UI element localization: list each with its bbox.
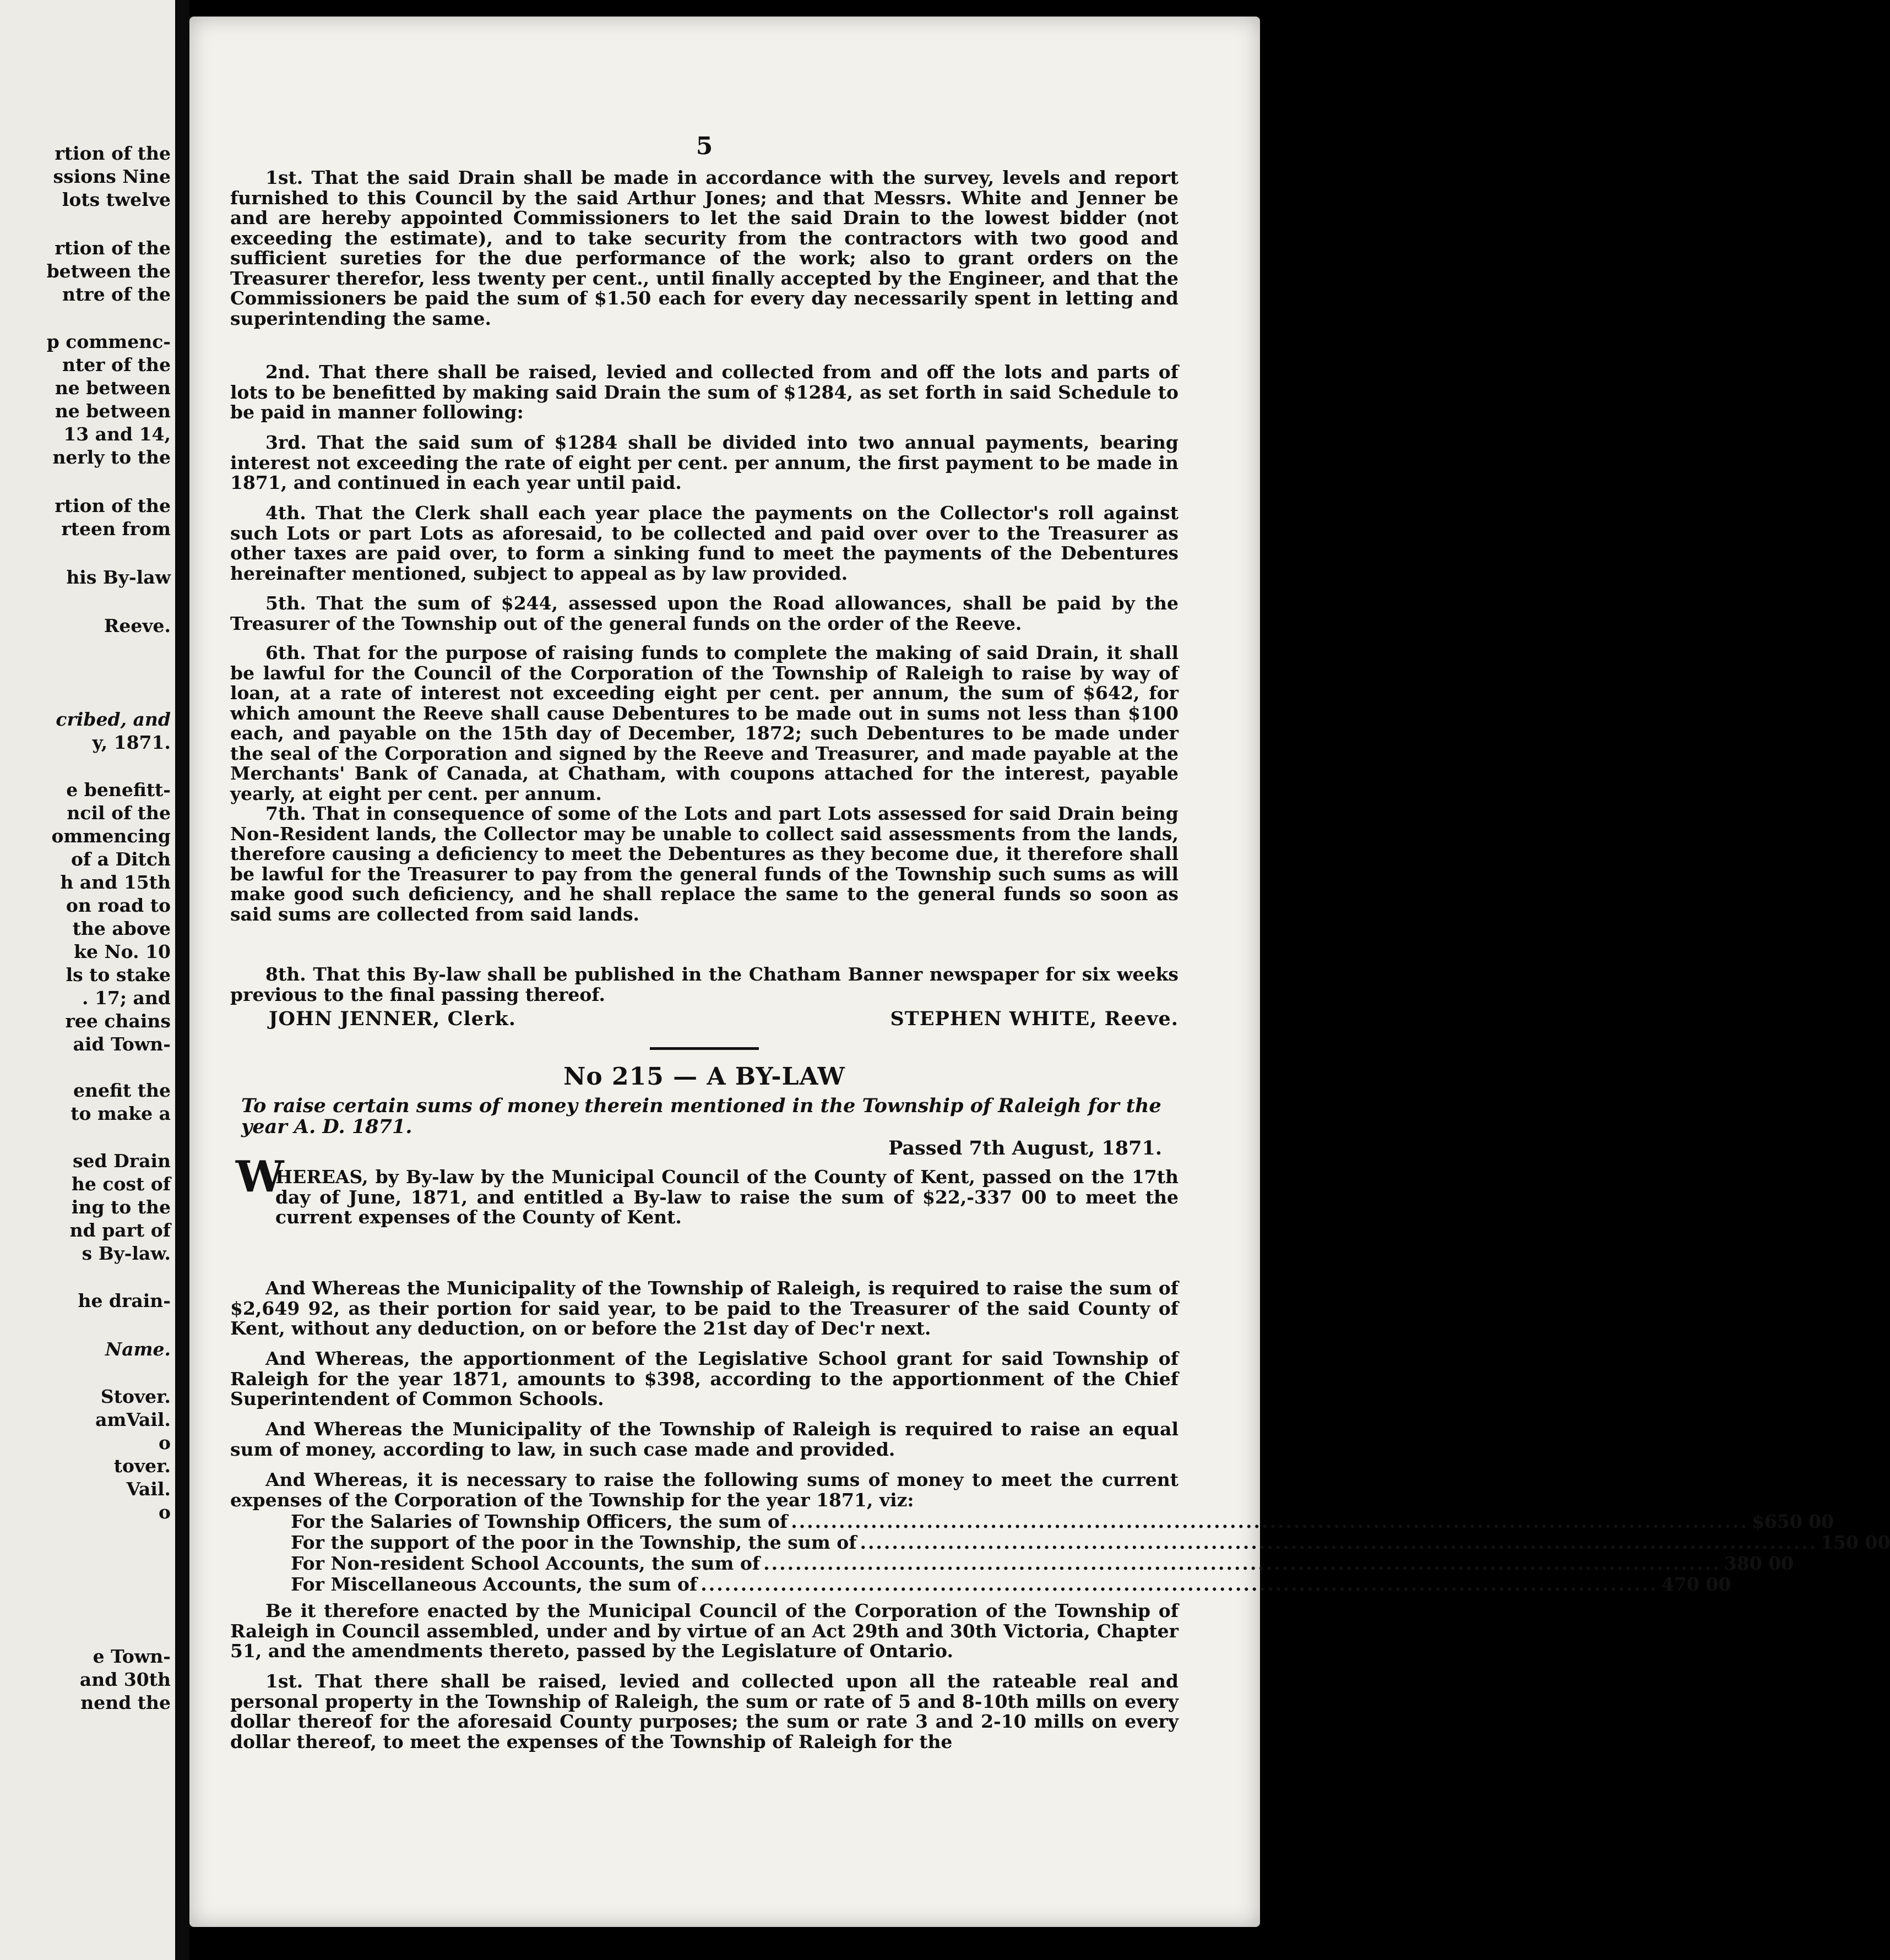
left-fragment-line: amVail.	[95, 1409, 171, 1430]
left-fragment-line: ncil of the	[67, 802, 171, 824]
bylaw-clause: 8th. That this By-law shall be published in the Chatham Banner newspaper for six weeks previous to the final passing thereof.	[230, 963, 1178, 1005]
left-fragment-line: rteen from	[61, 518, 171, 540]
left-fragment-line: the above	[72, 918, 171, 939]
left-fragment-line: ree chains	[65, 1010, 171, 1032]
left-fragment-line: sed Drain	[72, 1150, 171, 1172]
adjacent-page-fragment	[0, 0, 175, 1960]
expense-row	[291, 1532, 1890, 1553]
left-fragment-line: his By-law	[66, 567, 171, 588]
bylaw-clause: 5th. That the sum of $244, assessed upon the Road allowances, shall be paid by the Treasurer of the Township out of the general funds on the order of the Reeve.	[230, 592, 1178, 634]
left-fragment-line: s By-law.	[82, 1243, 171, 1264]
left-fragment-line: of a Ditch	[70, 848, 171, 870]
enactment-clause: Be it therefore enacted by the Municipal Council of the Corporation of the Township of Raleigh in Council assembled, under and by virtue of an Act 29th and 30th Victoria, Chapter 51, and the amendments thereto, passed by the Legislature of Ontario.	[230, 1600, 1178, 1662]
left-fragment-line: nerly to the	[52, 447, 171, 468]
expense-amount: 470 00	[1661, 1574, 1731, 1595]
left-fragment-line: he drain-	[78, 1290, 171, 1311]
left-fragment-line: e benefitt-	[66, 779, 171, 801]
left-fragment-line: on road to	[66, 895, 171, 916]
bylaw-clause: 7th. That in consequence of some of the Lots and part Lots assessed for said Drain being Non-Resident lands, the Collector may be unable to collect said assessments from the lands, therefore causing a deficiency to meet the Debentures as they become due, it therefore shall be lawful for the Treasurer to pay from the general funds of the Township such sums as will make good such deficiency, and he shall replace the same to the general funds so soon as said sums are collected from said lands.	[230, 803, 1178, 925]
bylaw-clause: 3rd. That the said sum of $1284 shall be divided into two annual payments, bearing interest not exceeding the rate of eight per cent. per annum, the first payment to be made in 1871, and continued in each year until paid.	[230, 432, 1178, 493]
left-fragment-line: ssions Nine	[53, 166, 171, 187]
left-fragment-line: e Town-	[93, 1646, 171, 1667]
bylaw-clause: 6th. That for the purpose of raising funds to complete the making of said Drain, it shall be lawful for the Council of the Corporation of the Township of Raleigh to raise by way of loan, at a rate of interest not exceeding eight per cent. per annum, the sum of $642, for which amount the Reeve shall cause Debentures to be made out in sums not less than $100 each, and payable on the 15th day of December, 1872; such Debentures to be made under the seal of the Corporation and signed by the Reeve and Treasurer, and made payable at the Merchants' Bank of Canada, at Chatham, with coupons attached for the interest, payable yearly, at eight per cent. per annum.	[230, 642, 1178, 804]
expense-row	[291, 1553, 1794, 1574]
bylaw-subtitle: To raise certain sums of money therein mentioned in the Township of Raleigh for the year A. D. 1871.	[241, 1095, 1161, 1138]
left-fragment-line: h and 15th	[60, 872, 171, 893]
bylaw-clause: 4th. That the Clerk shall each year place the payments on the Collector's roll against such Lots or part Lots as aforesaid, to be collected and paid over over to the Treasurer as other taxes are paid over, to form a sinking fund to meet the payments of the Debentures hereinafter mentioned, subject to appeal as by law provided.	[230, 502, 1178, 584]
expense-label: For the support of the poor in the Township, the sum of	[291, 1532, 857, 1553]
left-fragment-line: between the	[46, 260, 171, 282]
section-divider	[650, 1047, 759, 1050]
page-number: 5	[696, 132, 713, 160]
expense-amount: 380 00	[1724, 1553, 1794, 1574]
dot-leader: ........................................................................................................................	[791, 1511, 1748, 1532]
bylaw-clause: 2nd. That there shall be raised, levied and collected from and off the lots and parts of lots to be benefitted by making said Drain the sum of $1284, as set forth in said Schedule to be paid in manner following:	[230, 361, 1178, 423]
left-fragment-line: . 17; and	[82, 987, 171, 1009]
reeve-signature: STEPHEN WHITE, Reeve.	[890, 1008, 1178, 1030]
dot-leader: ........................................................................................................................	[700, 1574, 1658, 1595]
left-fragment-line: tover.	[113, 1455, 171, 1477]
expense-label: For Non-resident School Accounts, the sum of	[291, 1553, 761, 1574]
left-fragment-line: Name.	[105, 1338, 171, 1360]
bylaw-title: No 215 — A BY-LAW	[563, 1063, 845, 1091]
expense-label: For Miscellaneous Accounts, the sum of	[291, 1574, 698, 1595]
whereas-clause: And Whereas, the apportionment of the Legislative School grant for said Township of Raleigh for the year 1871, amounts to $398, according to the apportionment of the Chief Superintendent of Common Schools.	[230, 1348, 1178, 1409]
whereas-first-paragraph: HEREAS, by By-law by the Municipal Council of the County of Kent, passed on the 17th day of June, 1871, and entitled a By-law to raise the sum of $22,-337 00 to meet the current expenses of the County of Kent.	[275, 1166, 1178, 1228]
left-fragment-line: nter of the	[62, 354, 171, 375]
expense-label: For the Salaries of Township Officers, the sum of	[291, 1511, 788, 1532]
left-fragment-line: nend the	[80, 1692, 171, 1713]
page-gutter	[175, 0, 189, 1960]
left-fragment-line: rtion of the	[55, 237, 171, 259]
passed-date: Passed 7th August, 1871.	[888, 1137, 1162, 1159]
left-fragment-line: enefit the	[73, 1080, 171, 1101]
whereas-clause: And Whereas the Municipality of the Township of Raleigh, is required to raise the sum of $2,649 92, as their portion for said year, to be paid to the Treasurer of the said County of Kent, without any deduction, on or before the 21st day of Dec'r next.	[230, 1277, 1178, 1339]
dot-leader: ........................................................................................................................	[763, 1553, 1721, 1574]
left-fragment-line: y, 1871.	[92, 732, 171, 753]
left-fragment-line: ne between	[55, 400, 171, 422]
left-fragment-line: ls to stake	[66, 964, 171, 986]
left-fragment-line: ommencing	[51, 825, 171, 847]
left-fragment-line: ntre of the	[62, 284, 171, 305]
whereas-clause: And Whereas, it is necessary to raise the following sums of money to meet the current expenses of the Corporation of the Township for the year 1871, viz:	[230, 1469, 1178, 1511]
left-fragment-line: Stover.	[100, 1386, 171, 1407]
left-fragment-line: ke No. 10	[74, 941, 171, 962]
left-fragment-line: o	[158, 1432, 171, 1453]
left-fragment-line: 13 and 14,	[63, 423, 171, 445]
expense-row	[291, 1511, 1834, 1532]
left-fragment-line: o	[158, 1501, 171, 1523]
left-fragment-line: rtion of the	[55, 143, 171, 164]
left-fragment-line: he cost of	[71, 1173, 171, 1195]
enactment-clause: 1st. That there shall be raised, levied and collected upon all the rateable real and personal property in the Township of Raleigh, the sum or rate of 5 and 8-10th mills on every dollar thereof for the aforesaid County purposes; the sum or rate 3 and 2-10 mills on every dollar thereof, to meet the expenses of the Township of Raleigh for the	[230, 1670, 1178, 1752]
drop-cap: W	[236, 1152, 284, 1202]
left-fragment-line: ing to the	[71, 1196, 171, 1218]
expense-amount: $650 00	[1751, 1511, 1834, 1532]
left-fragment-line: ne between	[55, 377, 171, 399]
expense-row	[291, 1574, 1731, 1595]
left-fragment-line: p commenc-	[46, 331, 171, 352]
left-fragment-line: to make a	[70, 1103, 171, 1124]
left-fragment-line: cribed, and	[56, 709, 171, 730]
whereas-clause: And Whereas the Municipality of the Township of Raleigh is required to raise an equal sum of money, according to law, in such case made and provided.	[230, 1418, 1178, 1460]
bylaw-clause: 1st. That the said Drain shall be made in accordance with the survey, levels and report furnished to this Council by the said Arthur Jones; and that Messrs. White and Jenner be and are hereby appointed Commissioners to let the said Drain to the lowest bidder (not exceeding the estimate), and to take security from the contractors with two good and sufficient sureties for the due performance of the work; also to grant orders on the Treasurer therefor, less twenty per cent., until finally accepted by the Engineer, and that the Commissioners be paid the sum of $1.50 each for every day necessarily spent in letting and superintending the same.	[230, 167, 1178, 329]
left-fragment-line: and 30th	[79, 1669, 171, 1690]
dot-leader: ........................................................................................................................	[860, 1532, 1818, 1553]
left-fragment-line: nd part of	[69, 1219, 171, 1241]
clerk-signature: JOHN JENNER, Clerk.	[269, 1008, 516, 1030]
expense-amount: 150 00	[1821, 1532, 1890, 1553]
left-fragment-line: Reeve.	[104, 615, 171, 636]
left-fragment-line: aid Town-	[73, 1033, 171, 1055]
left-fragment-line: lots twelve	[62, 189, 171, 210]
left-fragment-line: rtion of the	[55, 495, 171, 516]
left-fragment-line: Vail.	[126, 1478, 171, 1500]
document-page	[189, 17, 1890, 1927]
